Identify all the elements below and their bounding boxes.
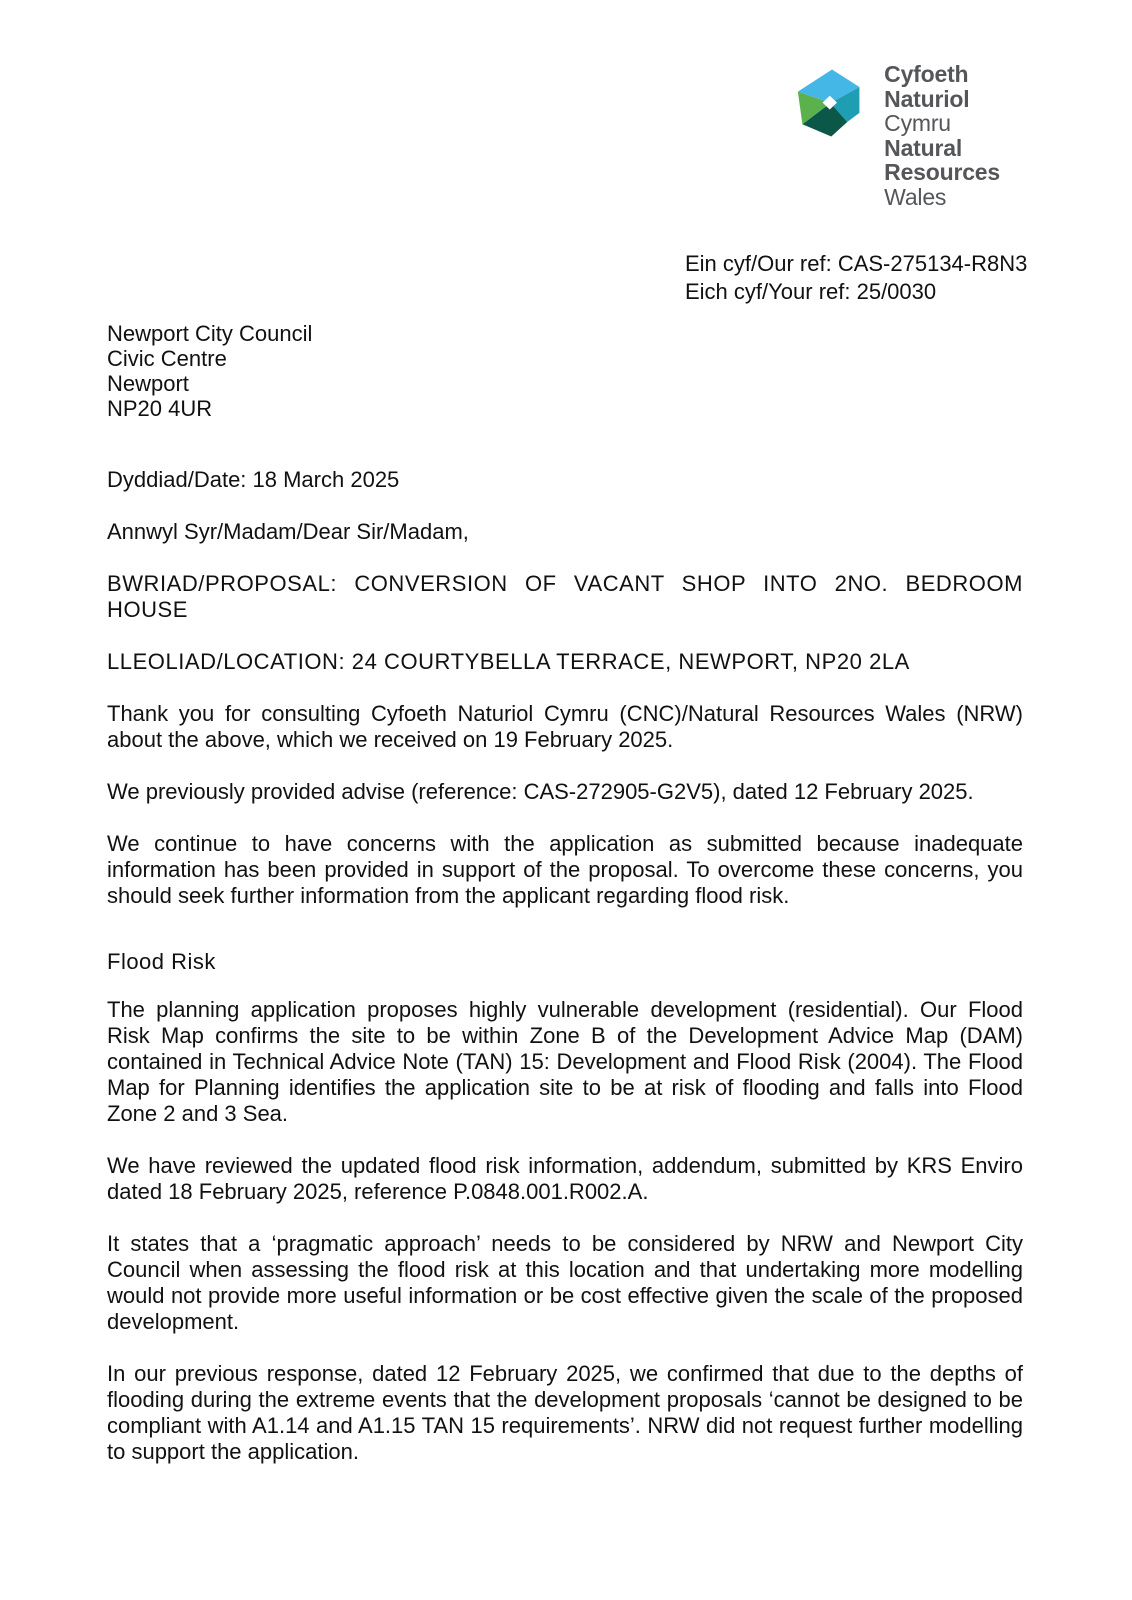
- subject-proposal: BWRIAD/PROPOSAL: CONVERSION OF VACANT SHOP INTO 2NO. BEDROOM HOUSE: [107, 571, 1023, 622]
- our-ref: Ein cyf/Our ref: CAS-275134-R8N3: [685, 251, 1028, 276]
- date-line: Dyddiad/Date: 18 March 2025: [107, 467, 400, 492]
- wordmark-naturiol: Naturiol: [884, 85, 970, 112]
- wordmark-cymru: Cymru: [884, 110, 951, 137]
- salutation: Annwyl Syr/Madam/Dear Sir/Madam,: [107, 519, 469, 544]
- wordmark-cyfoeth: Cyfoeth: [884, 61, 969, 87]
- paragraph-previous-advice: We previously provided advise (reference: CAS-272905-G2V5), dated 12 February 2025.: [107, 779, 974, 804]
- paragraph-previous-response: In our previous response, dated 12 February 2025, we confirmed that due to the depths of flooding during the extreme events that the development proposals ‘cannot be designed to be compliant with A1.14 and A1.15 TAN 15 requirements’. NRW did not request further modelling to support the application.: [107, 1361, 1023, 1464]
- letter-body: [107, 467, 1023, 1465]
- letterhead: [107, 0, 1023, 232]
- logo-wordmark: [884, 62, 1000, 210]
- paragraph-pragmatic-approach: It states that a ‘pragmatic approach’ needs to be considered by NRW and Newport City Council when assessing the flood risk at this location and that undertaking more modelling would not provide more useful information or be cost effective given the scale of the proposed development.: [107, 1231, 1023, 1334]
- address-line-2: Civic Centre: [107, 346, 227, 371]
- recipient-address: [107, 321, 1023, 421]
- wordmark-resources: Resources: [884, 159, 1000, 186]
- your-ref: Eich cyf/Your ref: 25/0030: [685, 279, 937, 304]
- paragraph-concerns: We continue to have concerns with the application as submitted because inadequate information has been provided in support of the proposal. To overcome these concerns, you should seek further information from the applicant regarding flood risk.: [107, 831, 1023, 908]
- paragraph-reviewed-information: We have reviewed the updated flood risk information, addendum, submitted by KRS Enviro dated 18 February 2025, reference P.0848.001.R002.A.: [107, 1153, 1023, 1204]
- nrw-logo-icon: [791, 64, 867, 142]
- reference-block: [107, 250, 1028, 306]
- flood-risk-heading: Flood Risk: [107, 949, 216, 974]
- wordmark-natural: Natural: [884, 134, 963, 161]
- paragraph-planning-application: The planning application proposes highly vulnerable development (residential). Our Flood Risk Map confirms the site to be within Zone B of the Development Advice Map (DAM) contained in Technical Advice Note (TAN) 15: Development and Flood Risk (2004). The Flood Map for Planning identifies the application site to be at risk of flooding and falls into Flood Zone 2 and 3 Sea.: [107, 997, 1023, 1126]
- address-line-1: Newport City Council: [107, 321, 313, 346]
- wordmark-wales: Wales: [884, 183, 947, 210]
- paragraph-thanks: Thank you for consulting Cyfoeth Naturiol Cymru (CNC)/Natural Resources Wales (NRW) about the above, which we received on 19 February 2025.: [107, 701, 1023, 752]
- nrw-logo: [791, 62, 1000, 210]
- address-line-4: NP20 4UR: [107, 396, 213, 421]
- subject-location: LLEOLIAD/LOCATION: 24 COURTYBELLA TERRACE, NEWPORT, NP20 2LA: [107, 649, 910, 674]
- address-line-3: Newport: [107, 371, 189, 396]
